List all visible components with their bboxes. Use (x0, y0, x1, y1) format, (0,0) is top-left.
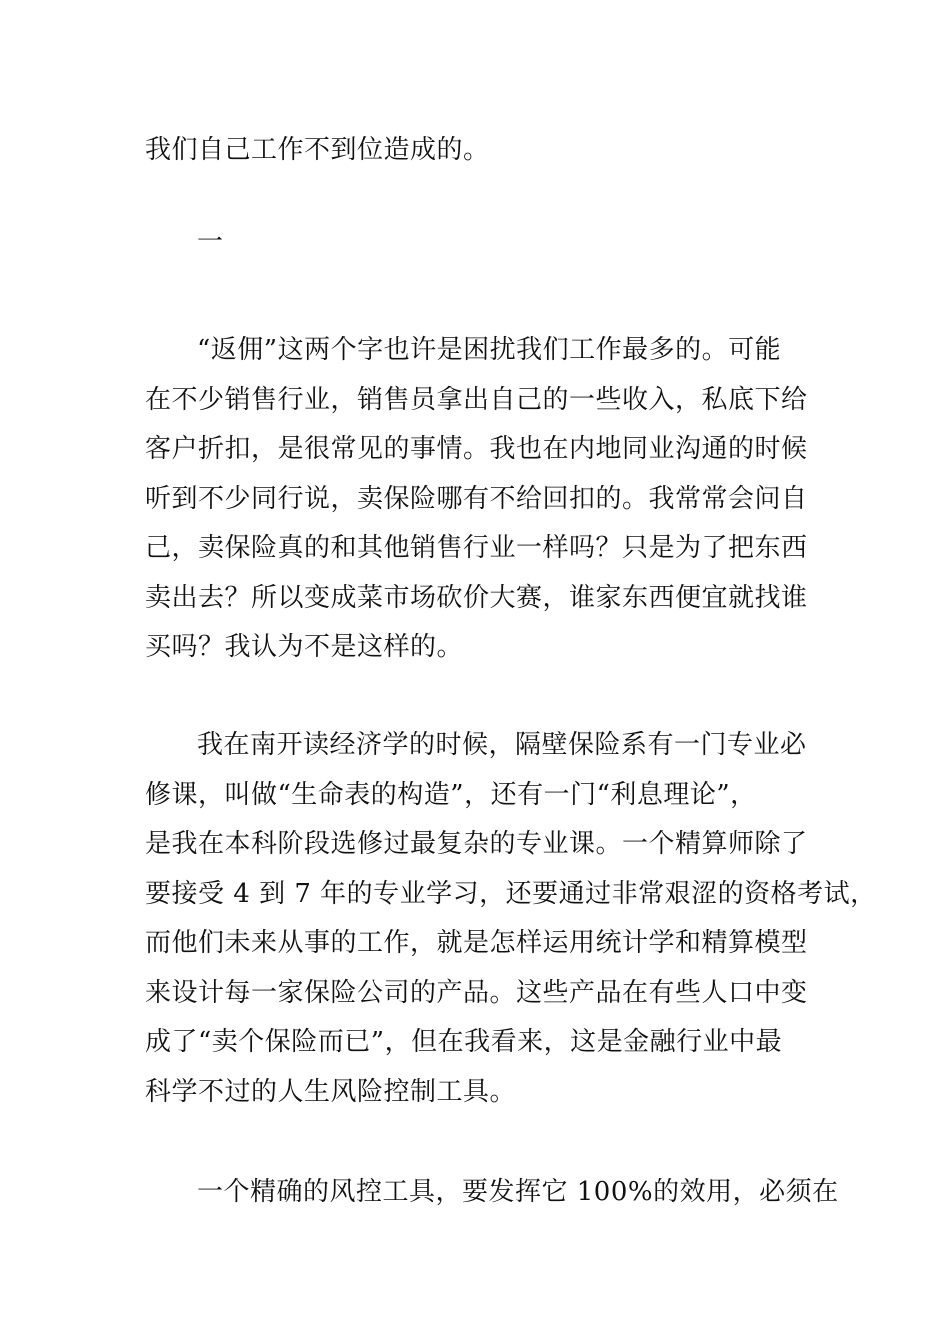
paragraph-risk-tool (145, 1168, 839, 1218)
paragraph-actuary (145, 721, 877, 1117)
text-line: 卖出去？所以变成菜市场砍价大赛，谁家东西便宜就找谁 (145, 582, 808, 613)
text-line: 而他们未来从事的工作，就是怎样运用统计学和精算模型 (145, 928, 808, 958)
paragraph-continuation (145, 126, 815, 176)
paragraph-rebate (145, 326, 815, 673)
text-line: “返佣”这两个字也许是困扰我们工作最多的。可能 (197, 335, 782, 365)
text-line: 一个精确的风控工具，要发挥它 100%的效用，必须在 (197, 1177, 839, 1207)
section-marker (145, 218, 815, 268)
section-marker-text: 一 (197, 227, 224, 257)
text-line: 买吗？我认为不是这样的。 (145, 632, 464, 662)
text-line: 听到不少同行说，卖保险哪有不给回扣的。我常常会问自 (145, 483, 808, 514)
text-line: 我们自己工作不到位造成的。 (145, 135, 490, 165)
text-line: 科学不过的人生风险控制工具。 (145, 1076, 517, 1107)
text-line: 成了“卖个保险而已”，但在我看来，这是金融行业中最 (145, 1027, 783, 1057)
text-line: 在不少销售行业，销售员拿出自己的一些收入，私底下给 (145, 384, 808, 415)
text-line: 要接受 4 到 7 年的专业学习，还要通过非常艰涩的资格考试， (145, 878, 877, 909)
text-line: 来设计每一家保险公司的产品。这些产品在有些人口中变 (145, 977, 808, 1008)
text-line: 修课，叫做“生命表的构造”，还有一门“利息理论”， (145, 779, 757, 810)
text-line: 我在南开读经济学的时候，隔壁保险系有一门专业必 (197, 730, 807, 760)
text-line: 是我在本科阶段选修过最复杂的专业课。一个精算师除了 (145, 829, 808, 859)
text-line: 客户折扣，是很常见的事情。我也在内地同业沟通的时候 (145, 434, 808, 464)
text-line: 己，卖保险真的和其他销售行业一样吗？只是为了把东西 (145, 533, 808, 563)
